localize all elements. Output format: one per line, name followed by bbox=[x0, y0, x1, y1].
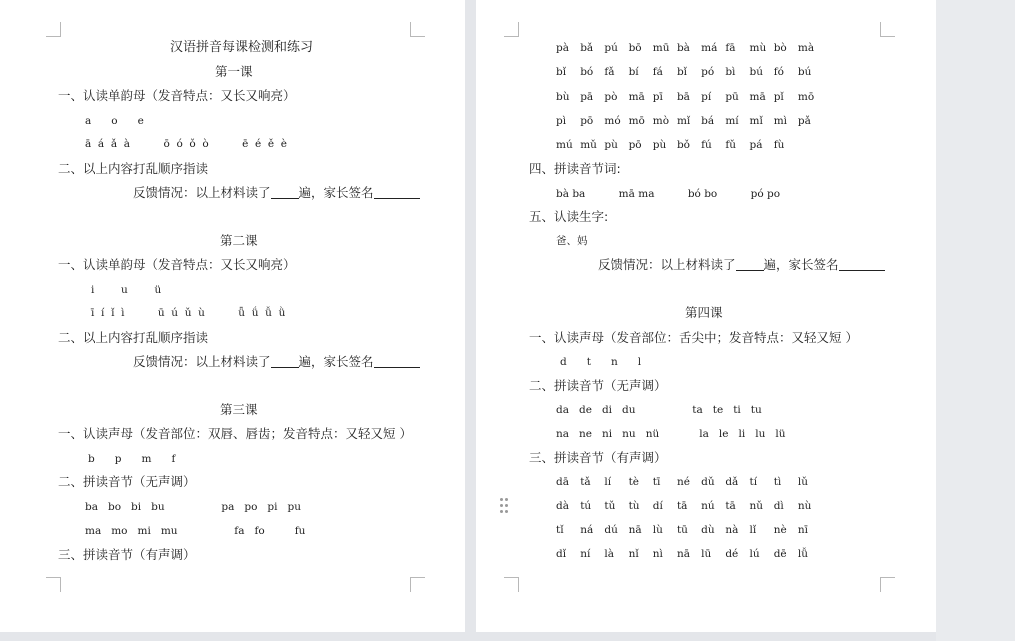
syllable: nī bbox=[797, 524, 808, 536]
read-count-blank[interactable] bbox=[271, 186, 299, 199]
syllable: bǐ bbox=[676, 66, 688, 78]
lesson-3-item-2: 二、拼读音节（无声调） bbox=[58, 474, 196, 489]
syllable: dǎ bbox=[725, 476, 739, 488]
syllable: mú bbox=[556, 139, 573, 151]
syllable: nā bbox=[628, 524, 642, 536]
lesson-2-item-2: 二、以上内容打乱顺序指读 bbox=[58, 330, 209, 345]
syllable: dí bbox=[652, 500, 663, 512]
syllable: mō bbox=[797, 91, 815, 103]
lesson-1-item-1: 一、认读单韵母（发音特点：又长又响亮） bbox=[58, 88, 296, 103]
lesson-4-initials: d t n l bbox=[560, 356, 642, 368]
syllable: lǔ bbox=[797, 476, 808, 488]
document-title: 汉语拼音每课检测和练习 bbox=[170, 40, 314, 55]
lesson-1-heading: 第一课 bbox=[215, 64, 253, 79]
syllable: mó bbox=[604, 115, 621, 127]
syllable: pà bbox=[556, 42, 569, 54]
syllable: bó bbox=[580, 66, 594, 78]
syllable: nè bbox=[773, 524, 787, 536]
syllable: bí bbox=[628, 66, 639, 78]
crop-mark bbox=[504, 577, 519, 592]
crop-mark bbox=[46, 577, 61, 592]
syllable: dé bbox=[725, 548, 739, 560]
feedback-mid: 遍，家长签名 bbox=[298, 354, 374, 369]
syllable: nǔ bbox=[749, 500, 764, 512]
signature-blank[interactable] bbox=[374, 186, 420, 199]
syllable: tū bbox=[676, 524, 688, 536]
lesson-2-vowels: i u ü bbox=[91, 284, 162, 296]
syllable: tì bbox=[773, 476, 782, 488]
workspace-margin bbox=[936, 0, 1015, 641]
word-list: bà ba mā ma bó bo pó po bbox=[556, 188, 781, 200]
syllable: dǐ bbox=[556, 548, 567, 560]
syllable: nā bbox=[676, 548, 690, 560]
syllable: fá bbox=[652, 66, 663, 78]
syllable: bǐ bbox=[556, 66, 567, 78]
crop-mark bbox=[410, 577, 425, 592]
lesson-1-vowels: a o e bbox=[85, 115, 144, 127]
syllable: pō bbox=[628, 139, 642, 151]
lesson-3-item-1: 一、认读声母（发音部位：双唇、唇齿；发音特点：又轻又短 ） bbox=[58, 426, 412, 441]
syllable: tā bbox=[676, 500, 688, 512]
syllable: mō bbox=[628, 115, 645, 127]
syllable: nú bbox=[701, 500, 715, 512]
read-count-blank[interactable] bbox=[271, 355, 299, 368]
syllable: tǐ bbox=[556, 524, 564, 536]
document-page-2 bbox=[476, 0, 936, 632]
syllable: tè bbox=[628, 476, 639, 488]
syllable: dù bbox=[701, 524, 715, 536]
document-page-1 bbox=[0, 0, 465, 632]
syllable: pò bbox=[604, 91, 618, 103]
item-5-heading: 五、认读生字: bbox=[529, 209, 609, 224]
syllable: nà bbox=[725, 524, 739, 536]
crop-mark bbox=[410, 22, 425, 37]
feedback-prefix: 反馈情况：以上材料读了 bbox=[133, 354, 271, 369]
syllable: mí bbox=[725, 115, 739, 127]
syllable: tù bbox=[628, 500, 640, 512]
syllable: bì bbox=[725, 66, 736, 78]
syllable: tī bbox=[652, 476, 661, 488]
syllable: fó bbox=[773, 66, 784, 78]
lesson-4-heading: 第四课 bbox=[685, 305, 723, 320]
syllable: pì bbox=[556, 115, 567, 127]
lesson-3-initials: b p m f bbox=[88, 453, 176, 465]
syllable: bā bbox=[676, 91, 690, 103]
syllable: nì bbox=[652, 548, 663, 560]
syllable: mò bbox=[652, 115, 670, 127]
crop-mark bbox=[46, 22, 61, 37]
syllable: dà bbox=[556, 500, 569, 512]
syllable: dú bbox=[604, 524, 618, 536]
syllable: bǎ bbox=[580, 42, 594, 54]
syllable: bò bbox=[773, 42, 787, 54]
syllable: mǐ bbox=[749, 115, 763, 127]
syllable: mā bbox=[749, 91, 766, 103]
syllable: ná bbox=[580, 524, 594, 536]
lesson-4-syllables-row-2: na ne ni nu nü la le li lu lü bbox=[556, 428, 786, 440]
crop-mark bbox=[880, 22, 895, 37]
feedback-prefix: 反馈情况：以上材料读了 bbox=[133, 185, 271, 200]
lesson-2-feedback bbox=[133, 354, 420, 370]
lesson-2-item-1: 一、认读单韵母（发音特点：又长又响亮） bbox=[58, 257, 296, 272]
syllable: mā bbox=[628, 91, 645, 103]
drag-handle-icon[interactable] bbox=[500, 498, 510, 514]
syllable: mà bbox=[797, 42, 815, 54]
syllable: pí bbox=[701, 91, 712, 103]
syllable: pā bbox=[580, 91, 594, 103]
syllable: fǔ bbox=[725, 139, 736, 151]
page-2-feedback bbox=[598, 257, 885, 273]
lesson-4-item-3: 三、拼读音节（有声调） bbox=[529, 450, 667, 465]
lesson-2-tones: ī í ǐ ì ū ú ǔ ù ǖ ǘ ǚ ǜ bbox=[91, 307, 286, 319]
syllable: tú bbox=[580, 500, 592, 512]
read-count-blank[interactable] bbox=[736, 258, 764, 271]
syllable: tí bbox=[749, 476, 758, 488]
syllable: lù bbox=[652, 524, 663, 536]
syllable: pǐ bbox=[773, 91, 784, 103]
syllable: lǐ bbox=[749, 524, 757, 536]
syllable: fú bbox=[701, 139, 712, 151]
syllable: pū bbox=[725, 91, 739, 103]
feedback-prefix: 反馈情况：以上材料读了 bbox=[598, 257, 736, 272]
syllable: mù bbox=[749, 42, 767, 54]
syllable: mǔ bbox=[580, 139, 597, 151]
syllable: pá bbox=[749, 139, 763, 151]
crop-mark bbox=[504, 22, 519, 37]
syllable: lǚ bbox=[797, 548, 808, 560]
lesson-1-tones: ā á ǎ à ō ó ǒ ò ē é ě è bbox=[85, 138, 288, 150]
syllable: bá bbox=[701, 115, 715, 127]
feedback-mid: 遍，家长签名 bbox=[298, 185, 374, 200]
syllable: fù bbox=[773, 139, 785, 151]
lesson-4-item-1: 一、认读声母（发音部位：舌尖中；发音特点：又轻又短 ） bbox=[529, 330, 858, 345]
syllable: né bbox=[676, 476, 690, 488]
syllable: bō bbox=[628, 42, 642, 54]
syllable: mǐ bbox=[676, 115, 691, 127]
syllable: bú bbox=[749, 66, 763, 78]
syllable: pù bbox=[604, 139, 618, 151]
syllable: lú bbox=[749, 548, 760, 560]
syllable: là bbox=[604, 548, 614, 560]
syllable: má bbox=[701, 42, 718, 54]
syllable: tā bbox=[725, 500, 736, 512]
syllable: ní bbox=[580, 548, 591, 560]
syllable: tǔ bbox=[604, 500, 616, 512]
syllable: tǎ bbox=[580, 476, 591, 488]
syllable: pú bbox=[604, 42, 618, 54]
syllable: bù bbox=[556, 91, 570, 103]
lesson-4-syllables-row-1: da de di du ta te ti tu bbox=[556, 404, 762, 416]
item-4-heading: 四、拼读音节词: bbox=[529, 161, 621, 176]
syllable: pī bbox=[652, 91, 663, 103]
lesson-1-feedback bbox=[133, 185, 420, 201]
lesson-2-heading: 第二课 bbox=[220, 233, 258, 248]
lesson-4-item-2: 二、拼读音节（无声调） bbox=[529, 378, 667, 393]
syllable: mì bbox=[773, 115, 788, 127]
syllable: pǎ bbox=[797, 115, 811, 127]
character-list: 爸、妈 bbox=[556, 235, 588, 247]
lesson-1-item-2: 二、以上内容打乱顺序指读 bbox=[58, 161, 209, 176]
lesson-3-item-3: 三、拼读音节（有声调） bbox=[58, 547, 196, 562]
syllable: mū bbox=[652, 42, 670, 54]
lesson-3-syllables-row-1: ba bo bi bu pa po pi pu bbox=[85, 501, 301, 513]
syllable: lū bbox=[701, 548, 712, 560]
syllable: bà bbox=[676, 42, 690, 54]
syllable: nù bbox=[797, 500, 812, 512]
syllable: pó bbox=[701, 66, 715, 78]
signature-blank[interactable] bbox=[374, 355, 420, 368]
syllable: pō bbox=[580, 115, 594, 127]
syllable: lí bbox=[604, 476, 612, 488]
syllable: fā bbox=[725, 42, 736, 54]
lesson-3-syllables-row-2: ma mo mi mu fa fo fu bbox=[85, 525, 306, 537]
crop-mark bbox=[880, 577, 895, 592]
syllable: pù bbox=[652, 139, 667, 151]
syllable: dā bbox=[556, 476, 569, 488]
syllable: bú bbox=[797, 66, 812, 78]
feedback-mid: 遍，家长签名 bbox=[763, 257, 839, 272]
syllable: fǎ bbox=[604, 66, 615, 78]
syllable: dǔ bbox=[701, 476, 715, 488]
signature-blank[interactable] bbox=[839, 258, 885, 271]
syllable: nǐ bbox=[628, 548, 639, 560]
syllable: bǒ bbox=[676, 139, 690, 151]
syllable: dì bbox=[773, 500, 784, 512]
lesson-3-heading: 第三课 bbox=[220, 402, 258, 417]
syllable: dē bbox=[773, 548, 787, 560]
